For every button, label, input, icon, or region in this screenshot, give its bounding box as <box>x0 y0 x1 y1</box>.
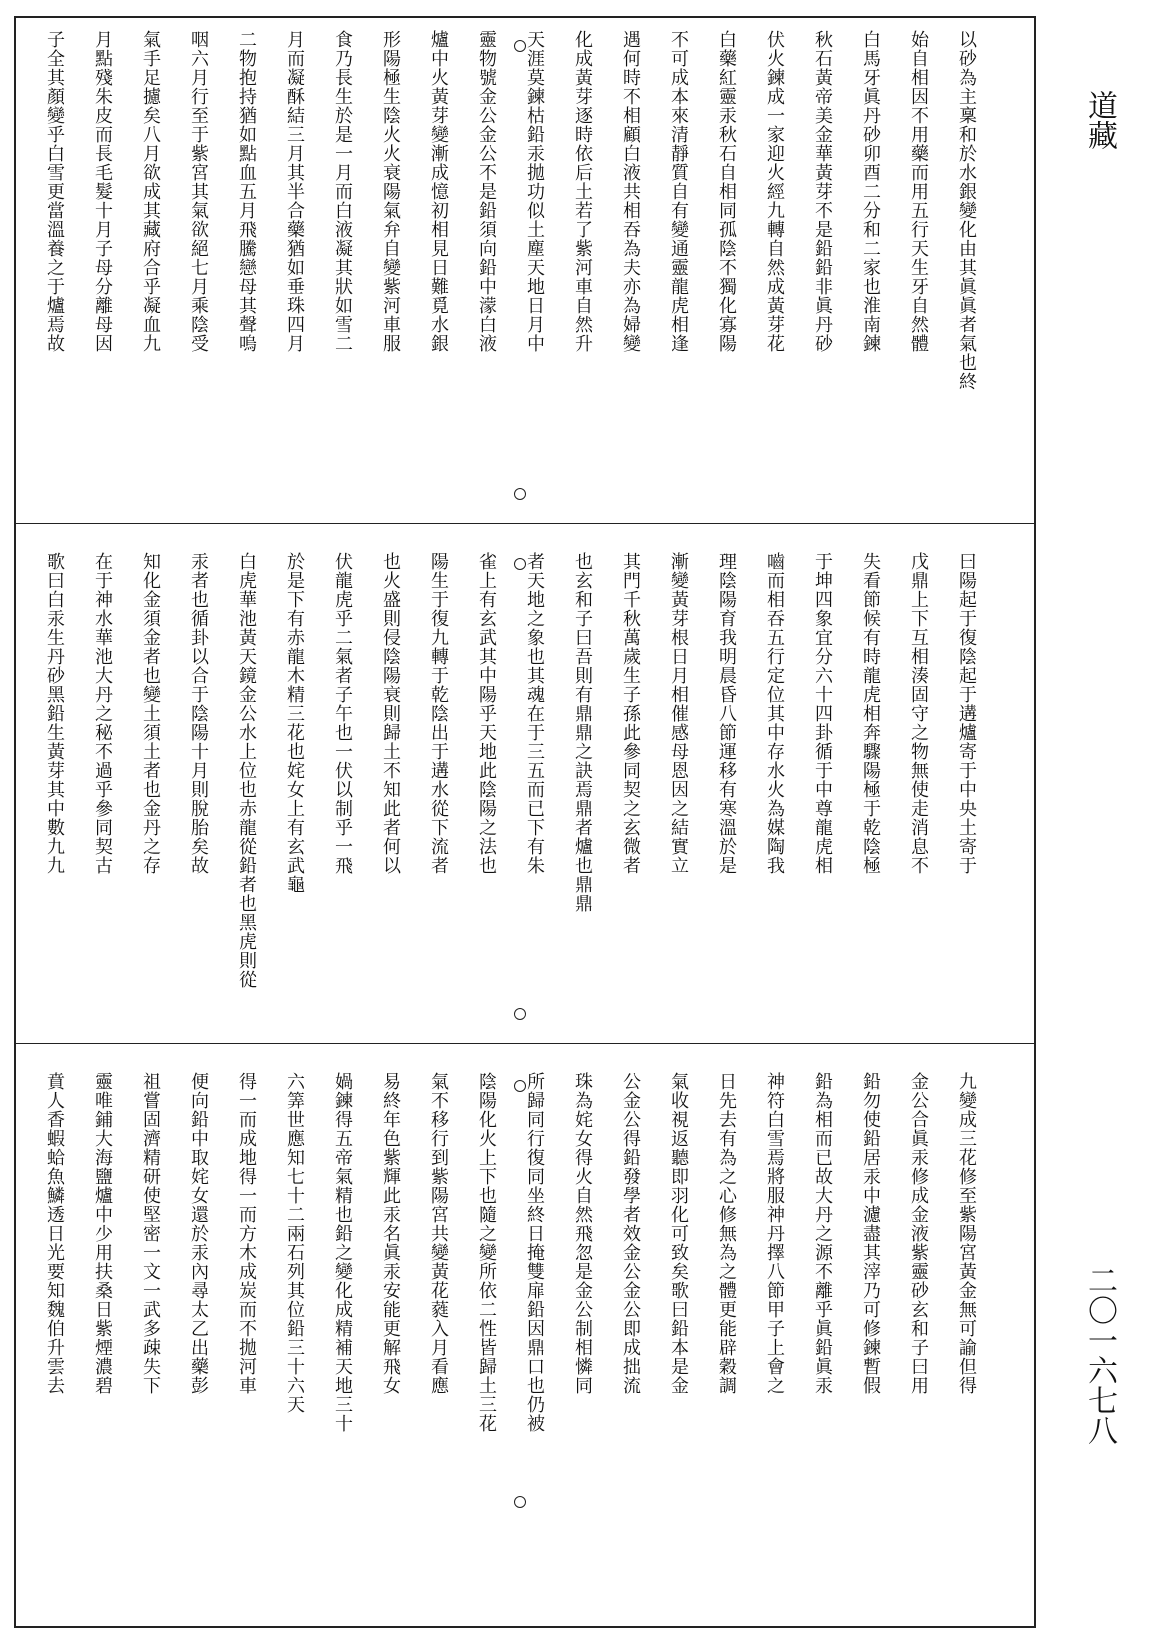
text-column: 秋石黃帝美金華黃芽不是鉛鉛非眞丹砂 <box>812 30 833 353</box>
margin-title: 道藏 <box>1082 90 1117 150</box>
text-column: 漸變黃芽根日月相催感母恩因之結實立 <box>668 552 689 875</box>
text-column: 始自相因不用藥而用五行天生牙自然體 <box>908 30 929 353</box>
band-divider-1 <box>16 523 1034 524</box>
text-column: 月點殘朱皮而長毛髮十月子母分離母因 <box>92 30 113 353</box>
text-column: 便向鉛中取姹女還於汞內尋太乙出藥彭 <box>188 1072 209 1395</box>
margin-page-number: 二〇一六七八 <box>1082 1265 1117 1445</box>
text-column: 不可成本來清靜質自有變通靈龍虎相逢 <box>668 30 689 353</box>
text-column: 理陰陽育我明晨昏八節運移有寒溫於是 <box>716 552 737 875</box>
text-band-middle <box>30 552 990 1030</box>
text-column: 形陽極生陰火火衰陽氣弁自變紫河車服 <box>380 30 401 353</box>
text-column: 失看節候有時龍虎相奔驟陽極于乾陰極 <box>860 552 881 875</box>
text-column: 鉛為相而已故大丹之源不離乎眞鉛眞汞 <box>812 1072 833 1395</box>
text-column: 子全其顏變乎白雪更當溫養之于爐焉故 <box>44 30 65 353</box>
text-column: 二物抱持猶如點血五月飛騰戀母其聲嗚 <box>236 30 257 353</box>
text-column: 所歸同行復同坐終日掩雙扉鉛因鼎口也仍被 <box>524 1072 545 1433</box>
text-column: 靈物號金公金公不是鉛須向鉛中濛白液 <box>476 30 497 353</box>
text-column: 伏龍虎乎二氣者子午也一伏以制乎一飛 <box>332 552 353 875</box>
text-column: 公金公得鉛發學者效金公金公即成拙流 <box>620 1072 641 1395</box>
text-column: 汞者也循卦以合于陰陽十月則脫胎矣故 <box>188 552 209 875</box>
text-column: 祖嘗固濟精研使堅密一文一武多疎失下 <box>140 1072 161 1395</box>
text-column: 化成黃芽逐時依后土若了紫河車自然升 <box>572 30 593 353</box>
text-column: 曰陽起于復陰起于遘爐寄于中央土寄于 <box>956 552 977 875</box>
text-column: 歌曰白汞生丹砂黑鉛生黃芽其中數九九 <box>44 552 65 875</box>
text-column: 珠為姹女得火自然飛忽是金公制相憐同 <box>572 1072 593 1395</box>
text-column: 日先去有為之心修無為之體更能辟穀調 <box>716 1072 737 1395</box>
text-column: 嚙而相吞五行定位其中存水火為媒陶我 <box>764 552 785 875</box>
text-column: 咽六月行至于紫宮其氣欲絕七月乘陰受 <box>188 30 209 353</box>
text-column: 雀上有玄武其中陽乎天地此陰陽之法也 <box>476 552 497 875</box>
text-column: 白虎華池黃天鏡金公水上位也赤龍從鉛者也黑虎則從 <box>236 552 257 989</box>
text-column: 易終年色紫輝此汞名眞汞安能更解飛女 <box>380 1072 401 1395</box>
text-column: 在于神水華池大丹之秘不過乎參同契古 <box>92 552 113 875</box>
band-divider-2 <box>16 1043 1034 1044</box>
text-column: 天涯莫鍊枯鉛汞拋功似土塵天地日月中 <box>524 30 545 353</box>
text-column: 也玄和子曰吾則有鼎鼎之訣焉鼎者爐也鼎鼎 <box>572 552 593 913</box>
text-column: 白馬牙眞丹砂卯酉二分和二家也淮南鍊 <box>860 30 881 353</box>
text-column: 賁人香蝦蛤魚鱗透日光要知魏伯升雲去 <box>44 1072 65 1395</box>
text-column: 陽生于復九轉于乾陰出于遘水從下流者 <box>428 552 449 875</box>
text-band-bottom <box>30 1072 990 1550</box>
text-column: 得一而成地得一而方木成炭而不拋河車 <box>236 1072 257 1395</box>
text-column: 六筭世應知七十二兩石列其位鉛三十六天 <box>284 1072 305 1414</box>
text-column: 氣不移行到紫陽宮共變黃花蕤入月看應 <box>428 1072 449 1395</box>
text-column: 其門千秋萬歲生子孫此參同契之玄微者 <box>620 552 641 875</box>
text-column: 鉛勿使鉛居汞中濾盡其滓乃可修鍊暫假 <box>860 1072 881 1395</box>
text-column: 遇何時不相顧白液共相吞為夫亦為婦變 <box>620 30 641 353</box>
text-column: 知化金須金者也變土須土者也金丹之存 <box>140 552 161 875</box>
text-column: 于坤四象宜分六十四卦循于中尊龍虎相 <box>812 552 833 875</box>
text-column: 者天地之象也其魂在于三五而已下有朱 <box>524 552 545 875</box>
text-column: 以砂為主稟和於水銀變化由其眞眞者氣也終 <box>956 30 977 391</box>
text-column: 也火盛則侵陰陽衰則歸土不知此者何以 <box>380 552 401 875</box>
text-column: 月而凝酥結三月其半合藥猶如垂珠四月 <box>284 30 305 353</box>
text-column: 陰陽化火上下也隨之變所依二性皆歸土三花 <box>476 1072 497 1433</box>
text-column: 爐中火黃芽變漸成憶初相見日難覓水銀 <box>428 30 449 353</box>
text-column: 於是下有赤龍木精三花也姹女上有玄武龜 <box>284 552 305 894</box>
text-column: 白藥紅靈汞秋石自相同孤陰不獨化寡陽 <box>716 30 737 353</box>
text-column: 金公合眞汞修成金液紫靈砂玄和子曰用 <box>908 1072 929 1395</box>
text-column: 戊鼎上下互相湊固守之物無使走消息不 <box>908 552 929 875</box>
text-column: 靈唯鋪大海鹽爐中少用扶桑日紫煙濃碧 <box>92 1072 113 1395</box>
text-column: 媧鍊得五帝氣精也鉛之變化成精補天地三十 <box>332 1072 353 1433</box>
text-column: 神符白雪焉將服神丹擇八節甲子上會之 <box>764 1072 785 1395</box>
text-column: 氣收視返聽即羽化可致矣歌曰鉛本是金 <box>668 1072 689 1395</box>
text-column: 九變成三花修至紫陽宮黃金無可諭但得 <box>956 1072 977 1395</box>
text-column: 伏火鍊成一家迎火經九轉自然成黃芽花 <box>764 30 785 353</box>
text-column: 食乃長生於是一月而白液凝其狀如雪二 <box>332 30 353 353</box>
text-column: 氣手足攄矣八月欲成其藏府合乎凝血九 <box>140 30 161 353</box>
text-band-top <box>30 30 990 508</box>
